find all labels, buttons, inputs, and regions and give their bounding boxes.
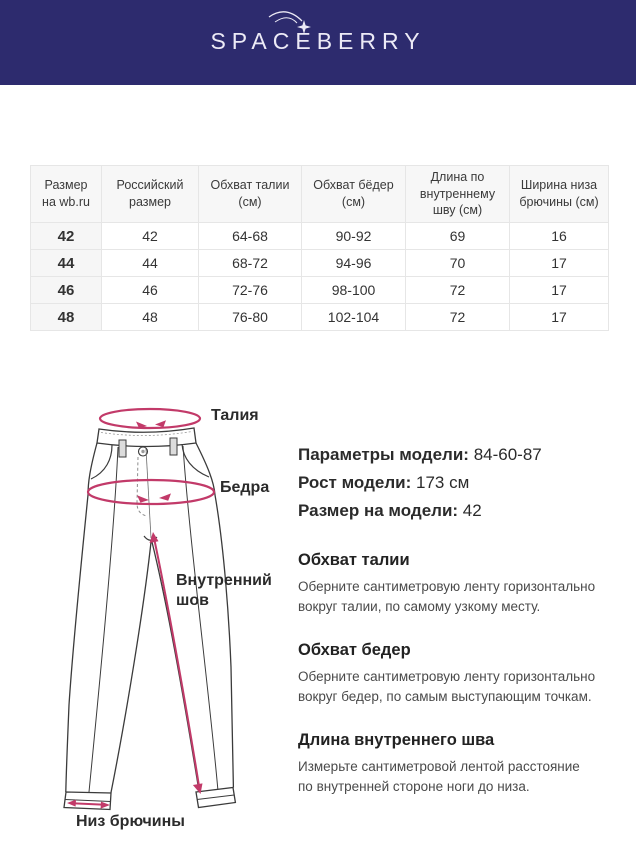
col-header-inseam: Длина по внутреннему шву (см)	[406, 166, 510, 223]
diagram-label-hips: Бедра	[220, 479, 270, 496]
model-size-value: 42	[462, 501, 482, 520]
col-header-hips: Обхват бёдер (см)	[302, 166, 406, 223]
cell-hem-width: 16	[510, 223, 609, 250]
section-waist-title: Обхват талии	[298, 551, 410, 569]
cell-inseam: 72	[406, 277, 510, 304]
cell-waist: 76-80	[199, 304, 302, 331]
cell-hips: 94-96	[302, 250, 406, 277]
cell-waist: 68-72	[199, 250, 302, 277]
model-parameters-label: Параметры модели:	[298, 445, 469, 464]
cell-inseam: 70	[406, 250, 510, 277]
brand-header	[0, 0, 636, 85]
table-row	[31, 277, 609, 304]
how-to-measure-sections	[298, 551, 610, 797]
pants-diagram	[22, 385, 294, 847]
size-table-wrap	[30, 165, 608, 331]
diagram-label-inner-seam: Внутренний шов	[176, 572, 272, 609]
section-waist-text: Оберните сантиметровую ленту горизонтально вокруг талии, по самому узкому месту.	[298, 579, 596, 614]
diagram-label-waist: Талия	[211, 407, 259, 424]
table-row	[31, 304, 609, 331]
model-height-label: Рост модели:	[298, 473, 412, 492]
section-inseam	[298, 731, 610, 797]
diagram-label-hem: Низ брючины	[76, 813, 185, 830]
cell-hem-width: 17	[510, 277, 609, 304]
section-hips-text: Оберните сантиметровую ленту горизонтально вокруг бедер, по самым выступающим точкам.	[298, 669, 596, 704]
brand-logo-text: SPACEBERRY	[210, 28, 426, 54]
section-inseam-title: Длина внутреннего шва	[298, 731, 495, 749]
col-header-wb-size: Размер на wb.ru	[31, 166, 102, 223]
size-table	[30, 165, 609, 331]
cell-wb-size: 42	[31, 223, 102, 250]
section-inseam-text: Измерьте сантиметровой лентой расстояние по внутренней стороне ноги до низа.	[298, 759, 580, 794]
cell-ru-size: 46	[102, 277, 199, 304]
section-hips	[298, 641, 610, 707]
cell-ru-size: 44	[102, 250, 199, 277]
cell-hips: 98-100	[302, 277, 406, 304]
cell-ru-size: 42	[102, 223, 199, 250]
table-row	[31, 223, 609, 250]
cell-wb-size: 48	[31, 304, 102, 331]
col-header-waist: Обхват талии (см)	[199, 166, 302, 223]
section-hips-title: Обхват бедер	[298, 641, 411, 659]
table-row	[31, 250, 609, 277]
model-size-label: Размер на модели:	[298, 501, 459, 520]
model-height-line	[298, 469, 610, 497]
size-table-header-row	[31, 166, 609, 223]
model-parameters-line	[298, 441, 610, 469]
cell-waist: 64-68	[199, 223, 302, 250]
col-header-ru-size: Российский размер	[102, 166, 199, 223]
cell-ru-size: 48	[102, 304, 199, 331]
cell-wb-size: 44	[31, 250, 102, 277]
measurement-info	[298, 441, 610, 821]
cell-wb-size: 46	[31, 277, 102, 304]
cell-hips: 90-92	[302, 223, 406, 250]
cell-hem-width: 17	[510, 250, 609, 277]
col-header-hem-width: Ширина низа брючины (см)	[510, 166, 609, 223]
cell-inseam: 72	[406, 304, 510, 331]
cell-inseam: 69	[406, 223, 510, 250]
model-height-value: 173 см	[415, 473, 470, 492]
cell-waist: 72-76	[199, 277, 302, 304]
model-parameters-value: 84-60-87	[473, 445, 542, 464]
model-size-line	[298, 497, 610, 525]
section-waist	[298, 551, 610, 617]
cell-hem-width: 17	[510, 304, 609, 331]
cell-hips: 102-104	[302, 304, 406, 331]
